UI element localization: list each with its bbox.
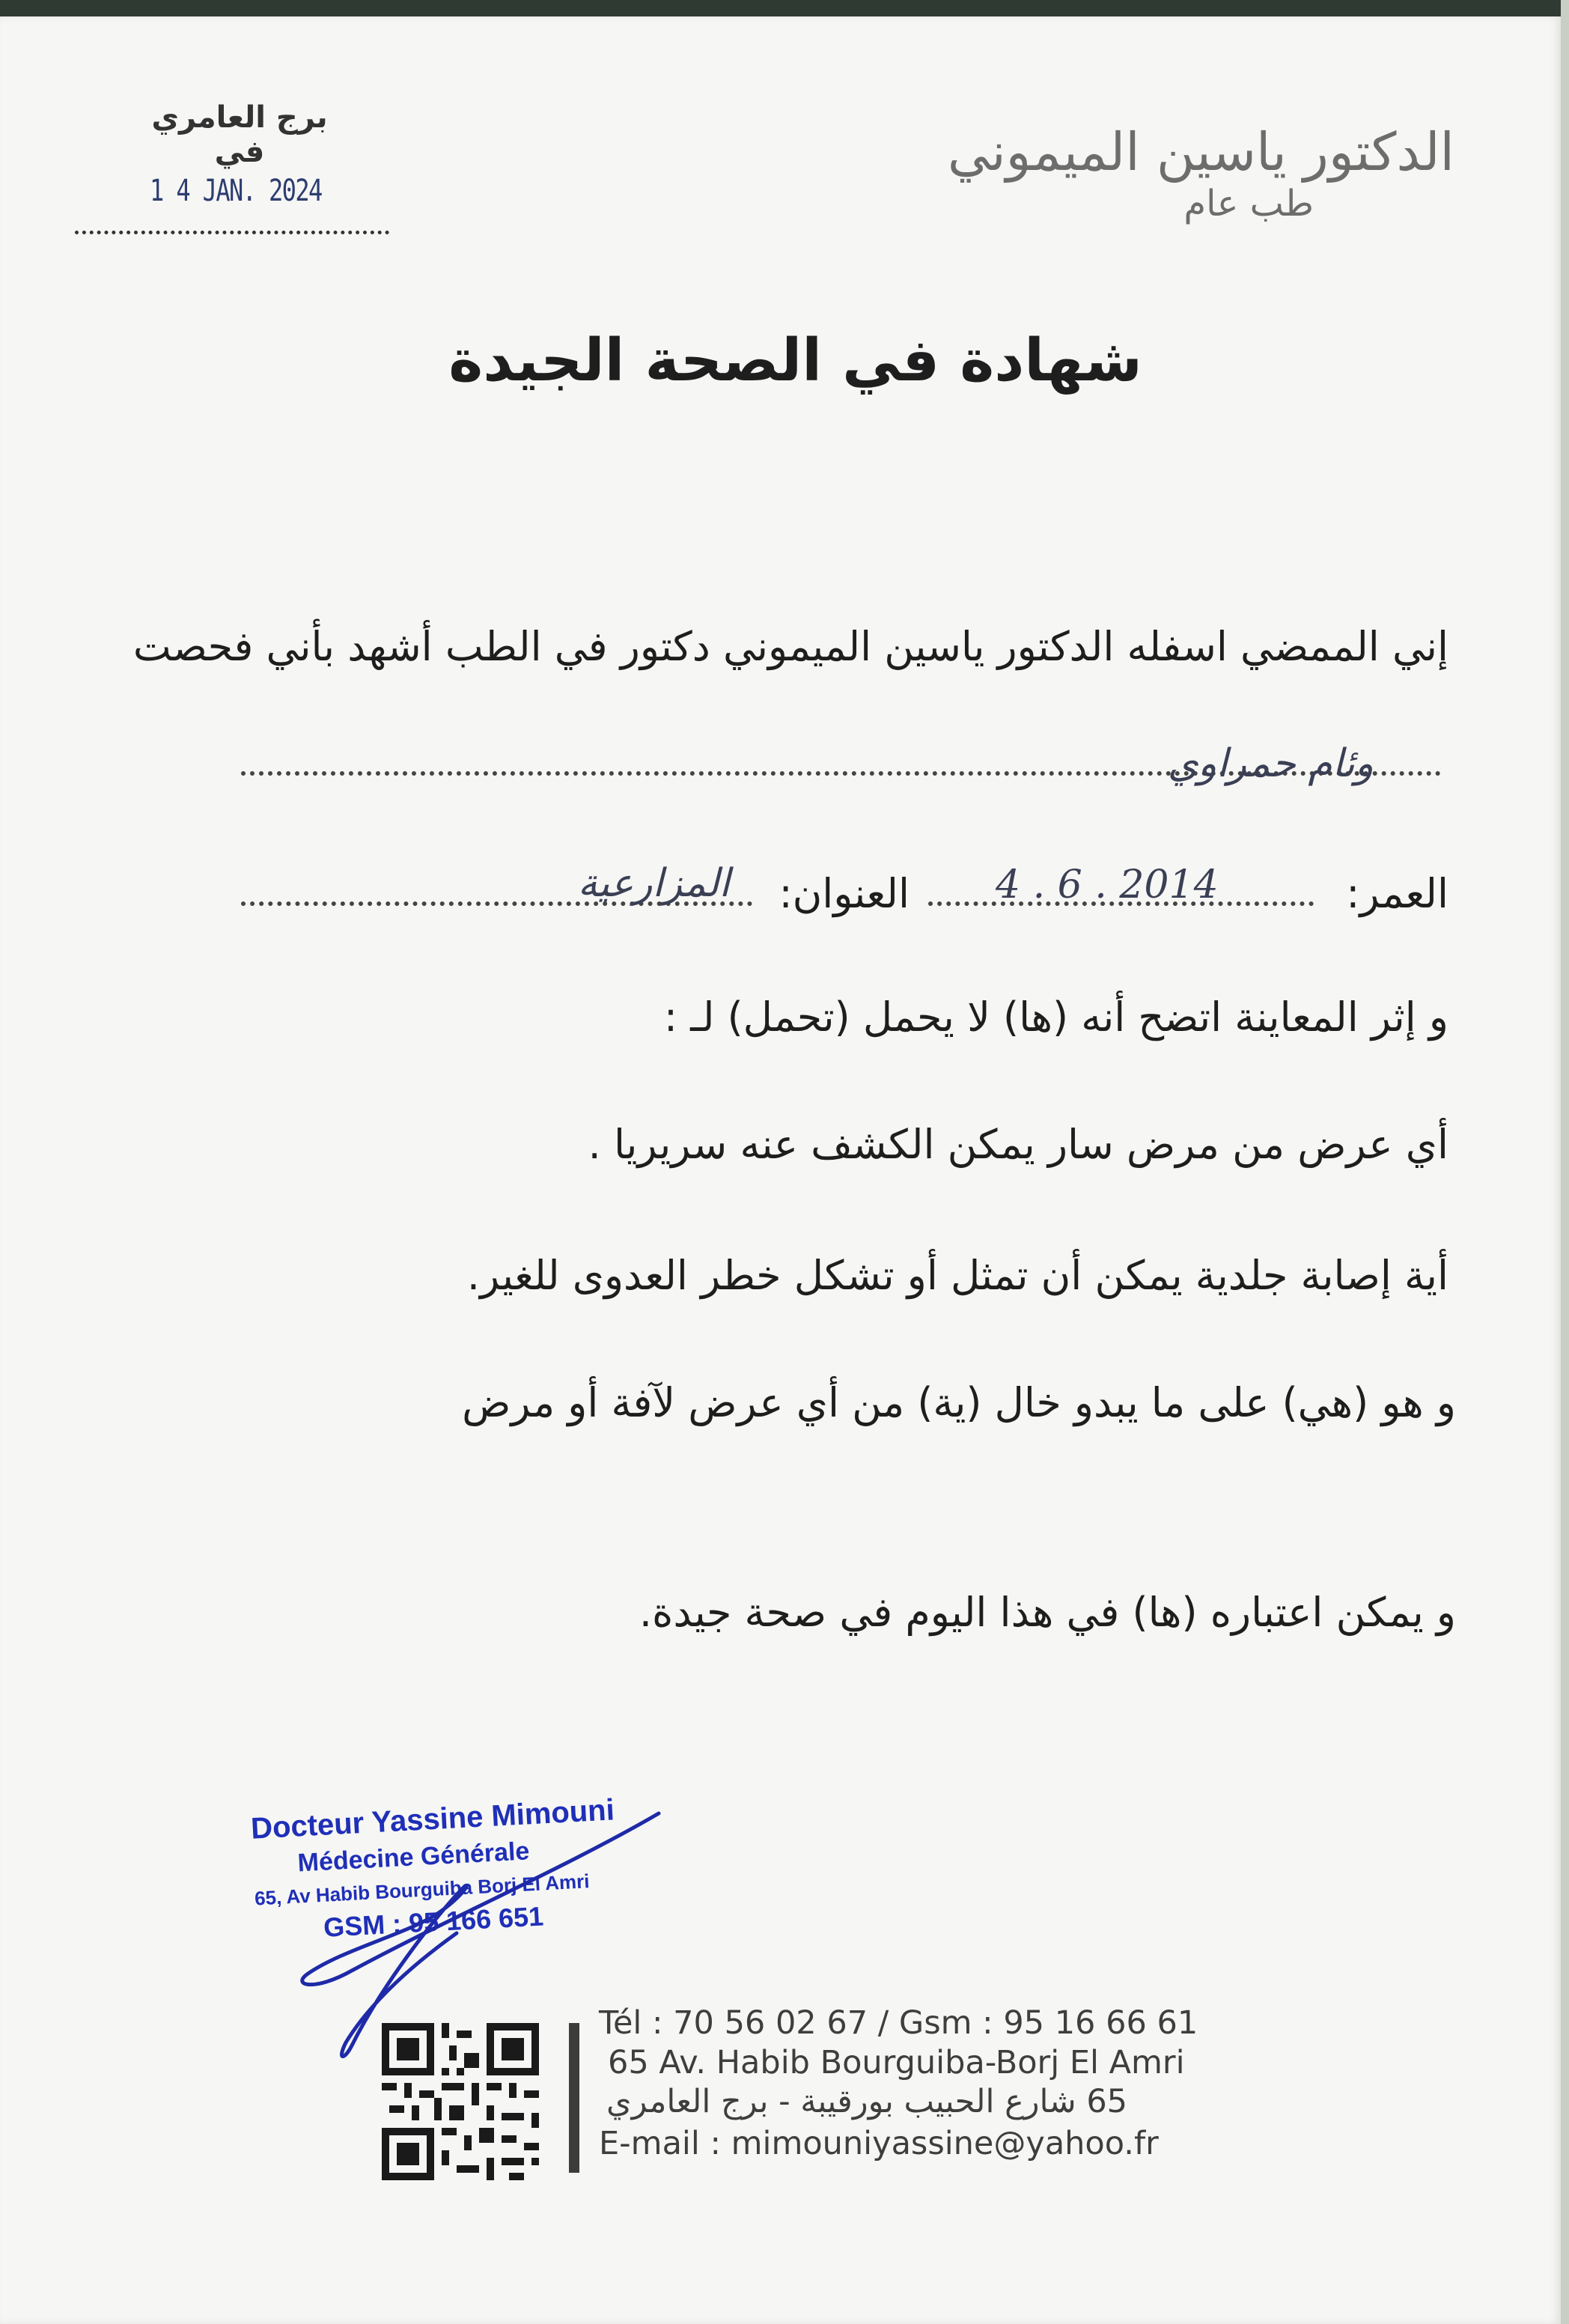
footer-address-fr: 65 Av. Habib Bourguiba-Borj El Amri [608, 2044, 1185, 2081]
patient-name-handwritten: وئام حمراوي [1167, 741, 1374, 786]
footer-phone: Tél : 70 56 02 67 / Gsm : 95 16 66 61 [599, 2004, 1198, 2042]
certificate-title: شهادة في الصحة الجيدة [448, 327, 1142, 395]
place-label: برج العامري في [151, 100, 328, 169]
certificate-sheet [0, 16, 1561, 2324]
body-line-6: و هو (هي) على ما يبدو خال (ية) من أي عرض لآفة أو مرض [462, 1379, 1456, 1426]
address-label: العنوان: [779, 870, 910, 917]
address-value-handwritten: المزارعية [577, 861, 730, 906]
body-line-5: أية إصابة جلدية يمكن أن تمثل أو تشكل خطر العدوى للغير. [466, 1252, 1448, 1299]
age-label: العمر: [1346, 870, 1448, 917]
body-line-4: أي عرض من مرض سار يمكن الكشف عنه سريريا . [588, 1121, 1448, 1168]
body-line-7: و يمكن اعتباره (ها) في هذا اليوم في صحة جيدة. [639, 1589, 1456, 1636]
doctor-name: الدكتور ياسين الميموني [947, 121, 1454, 183]
background-edge [1561, 0, 1569, 2324]
footer-divider [569, 2023, 579, 2173]
body-line-1: إني الممضي اسفله الدكتور ياسين الميموني دكتور في الطب أشهد بأني فحصت [132, 623, 1448, 670]
stamp-line-4: GSM : 95 166 651 [323, 1900, 545, 1943]
doctor-specialty: طب عام [1183, 183, 1314, 225]
age-value-handwritten: 4 . 6 . 2014 [996, 863, 1219, 907]
footer-address-ar: 65 شارع الحبيب بورقيبة - برج العامري [606, 2083, 1128, 2120]
stamp-line-3: 65, Av Habib Bourguiba Borj El Amri [254, 1870, 591, 1910]
qr-code-icon [378, 2023, 543, 2180]
footer-email: E-mail : mimouniyassine@yahoo.fr [599, 2125, 1159, 2162]
date-stamp: 1 4 JAN. 2024 [150, 174, 322, 208]
body-line-3: و إثر المعاينة اتضح أنه (ها) لا يحمل (تحمل) لـ : [663, 994, 1448, 1041]
stamp-line-1: Docteur Yassine Mimouni [250, 1793, 615, 1846]
stamp-line-2: Médecine Générale [296, 1837, 531, 1878]
